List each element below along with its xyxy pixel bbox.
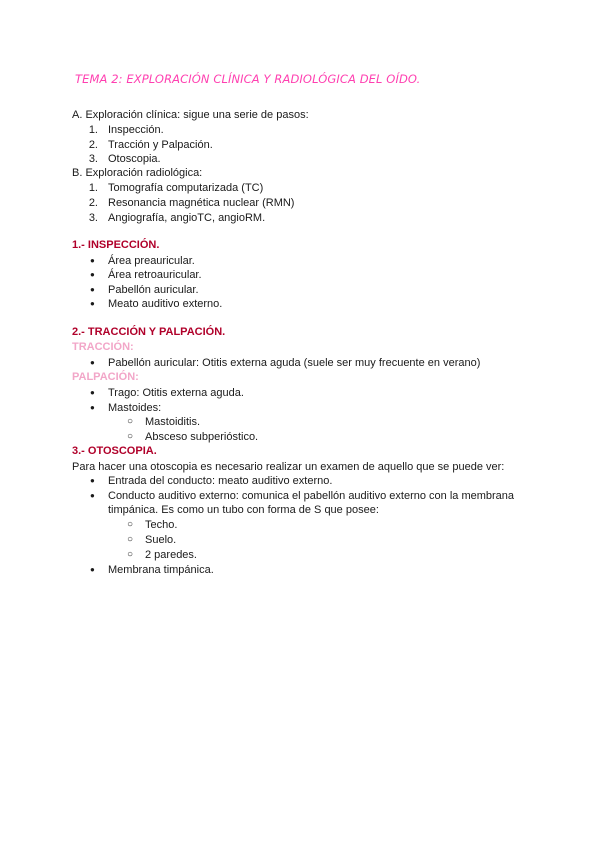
list-item: Trago: Otitis externa aguda. xyxy=(108,387,244,399)
list-item: 2 paredes. xyxy=(145,549,197,561)
bullet-icon: ● xyxy=(90,491,95,500)
circle-bullet-icon: ○ xyxy=(127,549,134,560)
list-item: Mastoides: xyxy=(108,402,162,414)
list-number: 2. xyxy=(88,139,98,151)
bullet-icon: ● xyxy=(90,358,95,367)
list-item: Área retroauricular. xyxy=(108,269,202,281)
section-b-heading: B. Exploración radiológica: xyxy=(72,167,203,179)
bullet-icon: ● xyxy=(90,388,95,397)
list-number: 3. xyxy=(88,212,98,224)
list-item: Tracción y Palpación. xyxy=(108,139,213,151)
list-item: Absceso subperióstico. xyxy=(145,431,259,443)
list-item: Área preauricular. xyxy=(108,255,195,267)
circle-bullet-icon: ○ xyxy=(127,519,134,530)
list-item: Otoscopia. xyxy=(108,153,161,165)
list-item: Pabellón auricular. xyxy=(108,284,199,296)
inspeccion-heading: 1.- INSPECCIÓN. xyxy=(72,239,160,251)
list-item: Techo. xyxy=(145,519,178,531)
bullet-icon: ● xyxy=(90,256,95,265)
bullet-icon: ● xyxy=(90,270,95,279)
traccion-label: TRACCIÓN: xyxy=(72,341,134,353)
list-item: Mastoiditis. xyxy=(145,416,201,428)
list-number: 1. xyxy=(88,182,98,194)
otoscopia-intro: Para hacer una otoscopia es necesario realizar un examen de aquello que se puede ver: xyxy=(72,461,505,473)
bullet-icon: ● xyxy=(90,285,95,294)
circle-bullet-icon: ○ xyxy=(127,416,134,427)
list-number: 3. xyxy=(88,153,98,165)
circle-bullet-icon: ○ xyxy=(127,431,134,442)
document-title: TEMA 2: EXPLORACIÓN CLÍNICA Y RADIOLÓGICA DEL OÍDO. xyxy=(75,72,421,86)
list-number: 1. xyxy=(88,124,98,136)
list-item: Tomografía computarizada (TC) xyxy=(108,182,264,194)
list-item: Pabellón auricular: Otitis externa aguda (suele ser muy frecuente en verano) xyxy=(108,357,481,369)
list-number: 2. xyxy=(88,197,98,209)
list-item-continuation: timpánica. Es como un tubo con forma de S que posee: xyxy=(108,504,379,516)
list-item: Resonancia magnética nuclear (RMN) xyxy=(108,197,295,209)
section-a-heading: A. Exploración clínica: sigue una serie de pasos: xyxy=(72,109,309,121)
list-item: Inspección. xyxy=(108,124,164,136)
otoscopia-heading: 3.- OTOSCOPIA. xyxy=(72,445,157,457)
list-item: Entrada del conducto: meato auditivo externo. xyxy=(108,475,333,487)
palpacion-label: PALPACIÓN: xyxy=(72,371,139,383)
bullet-icon: ● xyxy=(90,299,95,308)
list-item: Angiografía, angioTC, angioRM. xyxy=(108,212,266,224)
circle-bullet-icon: ○ xyxy=(127,534,134,545)
list-item: Suelo. xyxy=(145,534,177,546)
traccion-heading: 2.- TRACCIÓN Y PALPACIÓN. xyxy=(72,326,226,338)
bullet-icon: ● xyxy=(90,403,95,412)
list-item: Membrana timpánica. xyxy=(108,564,214,576)
list-item: Meato auditivo externo. xyxy=(108,298,223,310)
bullet-icon: ● xyxy=(90,476,95,485)
list-item: Conducto auditivo externo: comunica el pabellón auditivo externo con la membrana xyxy=(108,490,515,502)
bullet-icon: ● xyxy=(90,565,95,574)
